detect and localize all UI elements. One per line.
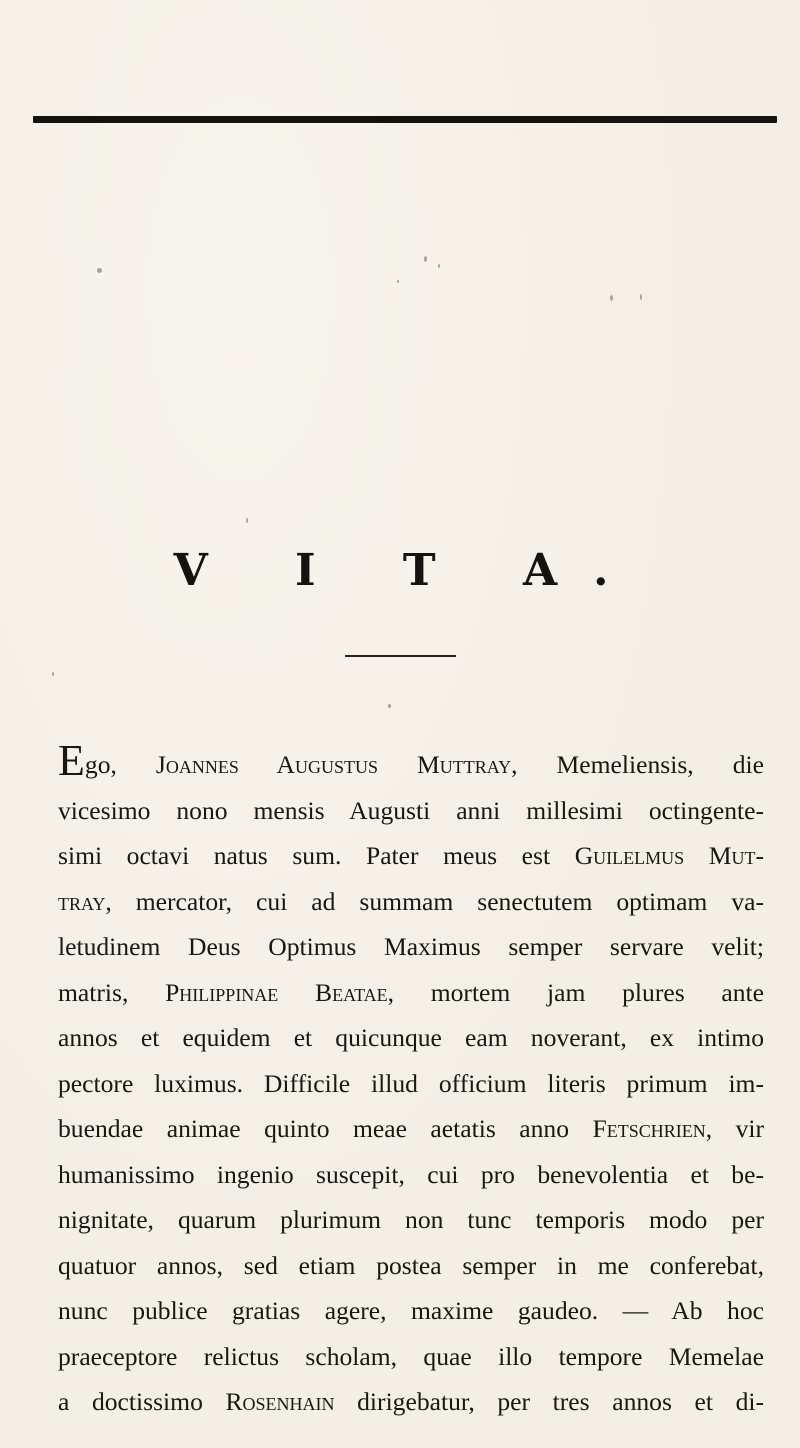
text-line	[58, 833, 764, 879]
text-line	[58, 1152, 764, 1198]
text-run: annos et equidem et quicunque eam noverant, ex intimo	[58, 1023, 764, 1052]
text-run: , mortem jam plures ante	[387, 977, 764, 1007]
top-rule	[33, 116, 777, 123]
text-run: simi octavi natus sum. Pater meus est	[58, 841, 575, 870]
page-title: V I T A.	[173, 545, 645, 596]
text-line	[58, 924, 764, 970]
proper-name: Fetschrien	[592, 1114, 706, 1143]
text-run: , vir	[705, 1114, 764, 1143]
proper-name: Rosenhain	[225, 1387, 335, 1416]
text-line	[58, 1015, 764, 1061]
proper-name: Guilelmus Mut-	[574, 841, 764, 870]
text-run: , Memeliensis, die	[511, 750, 764, 779]
text-line	[58, 879, 764, 925]
text-run: a doctissimo	[58, 1387, 226, 1416]
text-run: pectore luximus. Difficile illud officium literis primum im-	[58, 1068, 764, 1098]
text-line	[58, 736, 764, 788]
text-line	[58, 1288, 764, 1334]
text-line	[58, 1106, 764, 1152]
text-line	[58, 788, 764, 834]
text-run: nunc publice gratias agere, maxime gaudeo. — Ab hoc	[58, 1296, 764, 1325]
text-run: humanissimo ingenio suscepit, cui pro benevolentia et be-	[58, 1159, 764, 1189]
text-run: matris,	[58, 977, 166, 1007]
text-line	[58, 1061, 764, 1107]
text-run: praeceptore relictus scholam, quae illo tempore Memelae	[58, 1341, 764, 1371]
title-rule	[345, 655, 456, 657]
text-line	[58, 1197, 764, 1243]
text-line	[58, 1379, 764, 1425]
text-run: dirigebatur, per tres annos et di-	[334, 1387, 765, 1416]
text-line	[58, 1334, 764, 1380]
proper-name: tray	[58, 886, 106, 916]
text-run: quatuor annos, sed etiam postea semper in me conferebat,	[58, 1250, 764, 1280]
text-run: letudinem Deus Optimus Maximus semper servare velit;	[58, 932, 764, 961]
proper-name: Philippinae Beatae	[165, 977, 388, 1007]
initial-capital: E	[58, 736, 85, 785]
text-run: buendae animae quinto meae aetatis anno	[58, 1114, 593, 1143]
text-run: , mercator, cui ad summam senectutem optimam va-	[105, 886, 764, 916]
proper-name: Joannes Augustus Muttray	[155, 750, 512, 779]
text-line	[58, 970, 764, 1016]
text-run: go,	[84, 750, 156, 779]
text-run: vicesimo nono mensis Augusti anni millesimi octingente-	[58, 795, 764, 825]
vita-paragraph	[58, 736, 765, 1425]
text-run: nignitate, quarum plurimum non tunc temporis modo per	[58, 1205, 764, 1234]
text-line	[58, 1243, 764, 1289]
